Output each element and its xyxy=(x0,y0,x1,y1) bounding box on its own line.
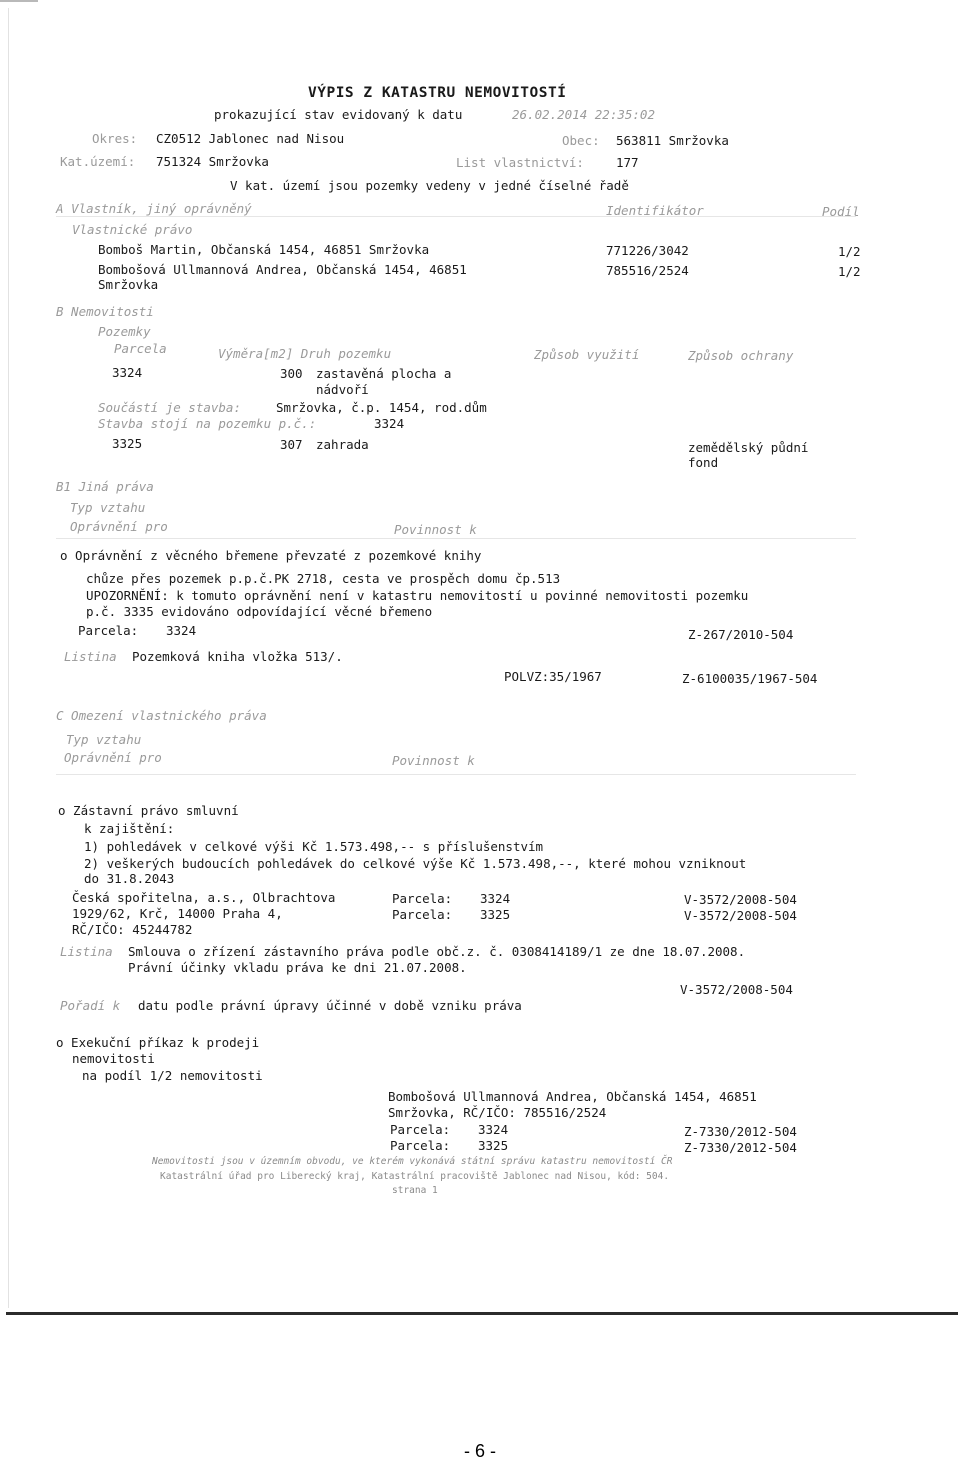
c-debtor-parcela-label-1: Parcela: xyxy=(390,1122,451,1137)
col-vymera-druh: Výměra[m2] Druh pozemku xyxy=(218,346,392,361)
section-a-heading: A Vlastník, jiný oprávněný xyxy=(56,201,252,216)
b1-ref-2: Z-6100035/1967-504 xyxy=(682,671,818,686)
lv-label: List vlastnictví: xyxy=(456,155,584,170)
b1-listina-label: Listina xyxy=(64,649,117,664)
b1-parcela-value: 3324 xyxy=(166,623,197,638)
scan-corner-mark xyxy=(0,0,38,2)
b1-ref-1: Z-267/2010-504 xyxy=(688,627,794,642)
col-podil: Podíl xyxy=(822,204,860,219)
section-c-heading: C Omezení vlastnického práva xyxy=(56,708,267,723)
parcel-2-type: zahrada xyxy=(316,437,369,452)
parcel-2-protection: zemědělský půdní xyxy=(688,440,809,455)
c-ref-b: V-3572/2008-504 xyxy=(684,908,797,923)
col-ochrany: Způsob ochrany xyxy=(688,348,794,363)
section-a-subheading: Vlastnické právo xyxy=(72,222,193,237)
parcel-1-area: 300 xyxy=(280,366,303,381)
owner-2-name-cont: Smržovka xyxy=(98,277,159,292)
b1-typ-vztahu: Typ vztahu xyxy=(70,500,146,515)
document-subtitle: prokazující stav evidovaný k datu xyxy=(214,107,463,122)
section-b1-rule xyxy=(56,538,856,539)
parcel-2-number: 3325 xyxy=(112,436,143,451)
c-poradi-label: Pořadí k xyxy=(60,998,121,1013)
okres-label: Okres: xyxy=(92,131,138,146)
owner-2-share: 1/2 xyxy=(838,264,861,279)
document-date: 26.02.2014 22:35:02 xyxy=(512,107,655,122)
header-note: V kat. území jsou pozemky vedeny v jedné číselné řadě xyxy=(230,178,629,193)
c-ref-e: Z-7330/2012-504 xyxy=(684,1140,797,1155)
c-typ-vztahu: Typ vztahu xyxy=(66,732,142,747)
owner-1-name: Bomboš Martin, Občanská 1454, 46851 Smržovka xyxy=(98,242,430,257)
page-number: - 6 - xyxy=(463,1441,496,1461)
c-item1-title: o Zástavní právo smluvní xyxy=(58,803,239,818)
section-c-rule xyxy=(56,774,856,775)
c-parcela-value-1: 3324 xyxy=(480,891,511,906)
katuzemi-label: Kat.území: xyxy=(60,154,136,169)
c-item2-sub: na podíl 1/2 nemovitosti xyxy=(82,1068,263,1083)
owner-1-id: 771226/3042 xyxy=(606,243,689,258)
section-b-heading: B Nemovitosti xyxy=(56,304,154,319)
footer-line-2: Katastrální úřad pro Liberecký kraj, Katastrální pracoviště Jablonec nad Nisou, kód: 504. xyxy=(160,1171,670,1182)
page-divider xyxy=(6,1312,958,1315)
c-debtor-parcela-value-2: 3325 xyxy=(478,1138,509,1153)
c-ref-d: Z-7330/2012-504 xyxy=(684,1124,797,1139)
b1-listina-value: Pozemková kniha vložka 513/. xyxy=(132,649,343,664)
c-povinnost-k: Povinnost k xyxy=(392,753,475,768)
owner-1-share: 1/2 xyxy=(838,244,861,259)
col-identifikator: Identifikátor xyxy=(606,203,704,218)
b1-polvz: POLVZ:35/1967 xyxy=(504,669,602,684)
c-poradi-value: datu podle právní úpravy účinné v době vzniku práva xyxy=(138,998,522,1013)
c-creditor-line-3: RČ/IČO: 45244782 xyxy=(72,922,193,937)
parcel-2-area: 307 xyxy=(280,437,303,452)
section-b-sub: Pozemky xyxy=(98,324,151,339)
c-item2-title-cont: nemovitosti xyxy=(72,1051,155,1066)
section-b1-heading: B1 Jiná práva xyxy=(56,479,154,494)
c-item1-line-1: 1) pohledávek v celkové výši Kč 1.573.498,-- s příslušenstvím xyxy=(84,839,544,854)
parcel-1-number: 3324 xyxy=(112,365,143,380)
obec-label: Obec: xyxy=(562,133,600,148)
parcel-2-protection-cont: fond xyxy=(688,455,719,470)
c-debtor-parcela-label-2: Parcela: xyxy=(390,1138,451,1153)
b1-opravneni-pro: Oprávnění pro xyxy=(70,519,168,534)
c-zajisteni: k zajištění: xyxy=(84,821,175,836)
soucasti-label: Součástí je stavba: xyxy=(98,400,241,415)
document-title: VÝPIS Z KATASTRU NEMOVITOSTÍ xyxy=(308,85,567,101)
c-item1-line-3: do 31.8.2043 xyxy=(84,871,175,886)
c-opravneni-pro: Oprávnění pro xyxy=(64,750,162,765)
c-ref-a: V-3572/2008-504 xyxy=(684,892,797,907)
col-vyuziti: Způsob využití xyxy=(534,347,640,362)
c-item2-title: o Exekuční příkaz k prodeji xyxy=(56,1035,260,1050)
c-creditor-line-2: 1929/62, Krč, 14000 Praha 4, xyxy=(72,906,283,921)
b1-item-title: o Oprávnění z věcného břemene převzaté z pozemkové knihy xyxy=(60,548,482,563)
katuzemi-value: 751324 Smržovka xyxy=(156,154,269,169)
c-ref-c: V-3572/2008-504 xyxy=(680,982,793,997)
c-debtor-line-1: Bombošová Ullmannová Andrea, Občanská 1454, 46851 xyxy=(388,1089,757,1104)
c-debtor-line-2: Smržovka, RČ/IČO: 785516/2524 xyxy=(388,1105,607,1120)
c-parcela-label-2: Parcela: xyxy=(392,907,453,922)
section-a-rule xyxy=(56,216,856,217)
c-listina-label: Listina xyxy=(60,944,113,959)
stavba-label: Stavba stojí na pozemku p.č.: xyxy=(98,416,317,431)
b1-line-2: UPOZORNĚNÍ: k tomuto oprávnění není v katastru nemovitostí u povinné nemovitosti pozemku xyxy=(86,588,749,603)
soucasti-value: Smržovka, č.p. 1454, rod.dům xyxy=(276,400,487,415)
owner-2-name: Bombošová Ullmannová Andrea, Občanská 1454, 46851 xyxy=(98,262,467,277)
scan-edge-line xyxy=(8,8,9,1308)
b1-line-1: chůze přes pozemek p.p.č.PK 2718, cesta ve prospěch domu čp.513 xyxy=(86,571,561,586)
c-parcela-label-1: Parcela: xyxy=(392,891,453,906)
b1-line-3: p.č. 3335 evidováno odpovídající věcné břemeno xyxy=(86,604,433,619)
b1-parcela-label: Parcela: xyxy=(78,623,139,638)
c-item1-line-2: 2) veškerých budoucích pohledávek do celkové výše Kč 1.573.498,--, které mohou vzniknout xyxy=(84,856,747,871)
c-creditor-line-1: Česká spořitelna, a.s., Olbrachtova xyxy=(72,890,336,905)
owner-2-id: 785516/2524 xyxy=(606,263,689,278)
footer-page-label: strana 1 xyxy=(392,1185,438,1196)
parcel-1-type-cont: nádvoří xyxy=(316,382,369,397)
parcel-1-type: zastavěná plocha a xyxy=(316,366,452,381)
b1-povinnost-k: Povinnost k xyxy=(394,522,477,537)
c-listina-value: Smlouva o zřízení zástavního práva podle obč.z. č. 0308414189/1 ze dne 18.07.2008. xyxy=(128,944,746,959)
footer-line-1: Nemovitosti jsou v územním obvodu, ve kterém vykonává státní správu katastru nemovitostí ČR xyxy=(152,1156,673,1167)
lv-value: 177 xyxy=(616,155,639,170)
col-parcela: Parcela xyxy=(114,341,167,356)
c-listina-value-cont: Právní účinky vkladu práva ke dni 21.07.2008. xyxy=(128,960,467,975)
c-parcela-value-2: 3325 xyxy=(480,907,511,922)
stavba-value: 3324 xyxy=(374,416,405,431)
c-debtor-parcela-value-1: 3324 xyxy=(478,1122,509,1137)
okres-value: CZ0512 Jablonec nad Nisou xyxy=(156,131,345,146)
obec-value: 563811 Smržovka xyxy=(616,133,729,148)
